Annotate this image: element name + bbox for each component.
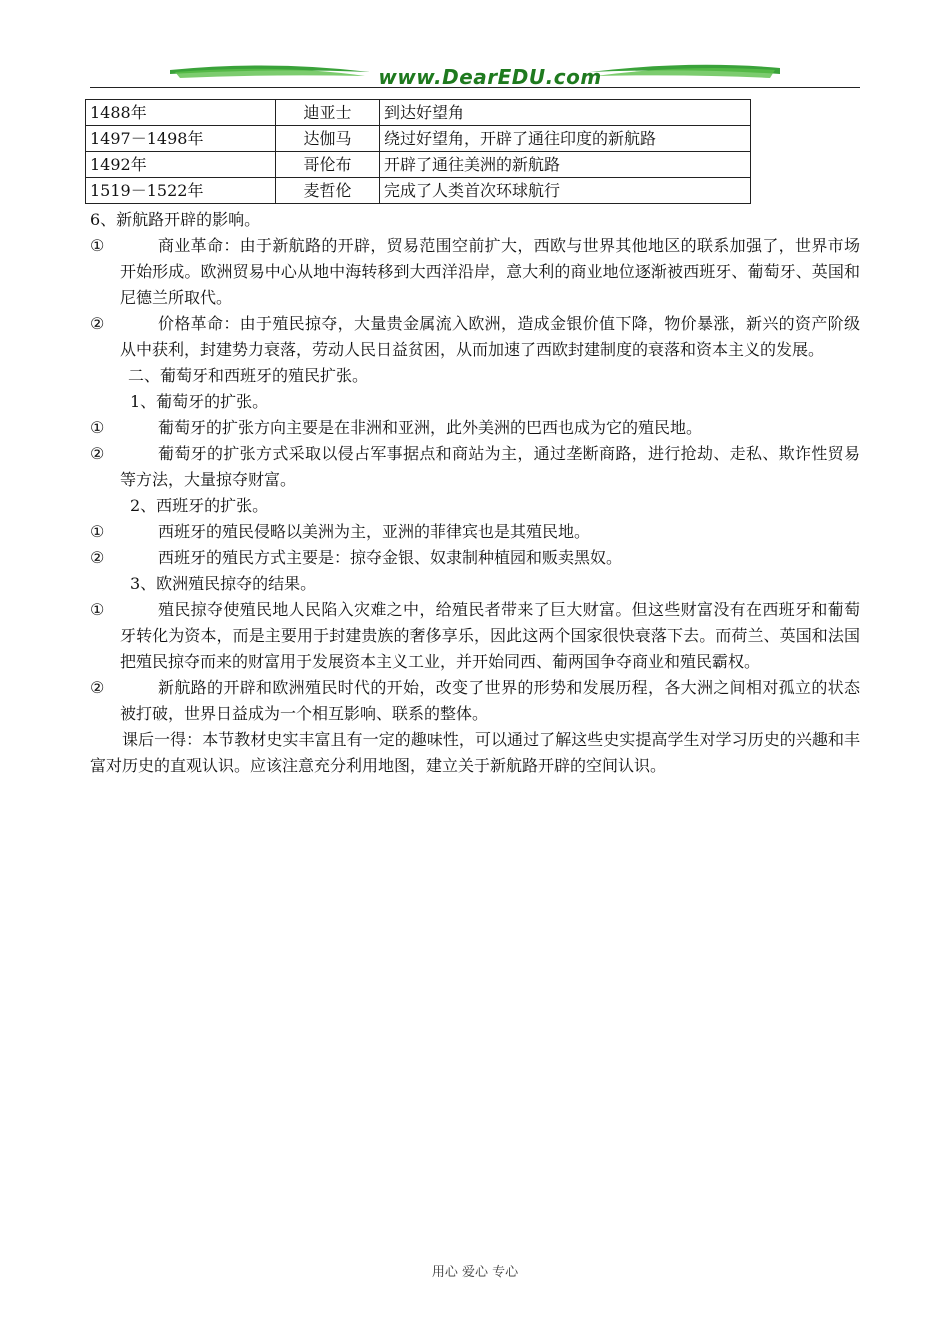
year-cell: 1492年 — [86, 152, 276, 178]
table-row — [86, 178, 751, 204]
list-item — [90, 441, 860, 493]
list-item-text: 葡萄牙的扩张方式采取以侵占军事据点和商站为主，通过垄断商路，进行抢劫、走私、欺诈性贸易等方法，大量掠夺财富。 — [120, 444, 860, 489]
list-item-text: 殖民掠夺使殖民地人民陷入灾难之中，给殖民者带来了巨大财富。但这些财富没有在西班牙和葡萄牙转化为资本，而是主要用于封建贵族的奢侈享乐，因此这两个国家很快衰落下去。而荷兰、英国和法国把殖民掠夺而来的财富用于发展资本主义工业，并开始同西、葡两国争夺商业和殖民霸权。 — [120, 600, 860, 671]
achievement-cell: 完成了人类首次环球航行 — [380, 178, 751, 204]
list-item — [90, 519, 860, 545]
list-item — [90, 675, 860, 727]
list-marker: ① — [90, 418, 105, 437]
subsection-3-heading: 3、欧洲殖民掠夺的结果。 — [130, 574, 317, 593]
year-cell: 1488年 — [86, 100, 276, 126]
list-item-text: 商业革命：由于新航路的开辟，贸易范围空前扩大，西欧与世界其他地区的联系加强了，世界市场开始形成。欧洲贸易中心从地中海转移到大西洋沿岸，意大利的商业地位逐渐被西班牙、葡萄牙、英国和尼德兰所取代。 — [120, 236, 860, 307]
navigator-cell: 达伽马 — [276, 126, 380, 152]
list-marker: ② — [90, 548, 105, 567]
list-item — [90, 233, 860, 311]
list-item — [90, 415, 860, 441]
list-item — [90, 311, 860, 363]
list-item-text: 新航路的开辟和欧洲殖民时代的开始，改变了世界的形势和发展历程，各大洲之间相对孤立的状态被打破，世界日益成为一个相互影响、联系的整体。 — [120, 678, 860, 723]
list-item-text: 葡萄牙的扩张方向主要是在非洲和亚洲，此外美洲的巴西也成为它的殖民地。 — [158, 418, 703, 437]
list-item-text: 价格革命：由于殖民掠夺，大量贵金属流入欧洲，造成金银价值下降，物价暴涨，新兴的资产阶级从中获利，封建势力衰落，劳动人民日益贫困，从而加速了西欧封建制度的衰落和资本主义的发展。 — [120, 314, 860, 359]
page-footer: 用心 爱心 专心 — [431, 1265, 519, 1280]
header-rule — [90, 87, 860, 88]
list-marker: ② — [90, 314, 105, 333]
site-logo[interactable]: www.DearEDU.com — [378, 65, 602, 89]
subsection-1-heading: 1、葡萄牙的扩张。 — [130, 392, 269, 411]
list-marker: ② — [90, 678, 105, 697]
section-6-heading: 6、新航路开辟的影响。 — [90, 210, 261, 229]
section-2-heading: 二、葡萄牙和西班牙的殖民扩张。 — [128, 366, 369, 385]
subsection-2-heading: 2、西班牙的扩张。 — [130, 496, 269, 515]
table-row — [86, 100, 751, 126]
year-cell: 1497－1498年 — [86, 126, 276, 152]
afterword-paragraph: 课后一得：本节教材史实丰富且有一定的趣味性，可以通过了解这些史实提高学生对学习历史的兴趣和丰富对历史的直观认识。应该注意充分利用地图，建立关于新航路开辟的空间认识。 — [90, 730, 860, 775]
list-item — [90, 545, 860, 571]
document-body — [90, 207, 860, 779]
page-header — [90, 56, 860, 92]
list-marker: ② — [90, 444, 105, 463]
navigator-cell: 迪亚士 — [276, 100, 380, 126]
achievement-cell: 开辟了通往美洲的新航路 — [380, 152, 751, 178]
list-marker: ① — [90, 600, 105, 619]
list-item-text: 西班牙的殖民侵略以美洲为主，亚洲的菲律宾也是其殖民地。 — [158, 522, 591, 541]
voyages-table — [85, 99, 751, 204]
navigator-cell: 哥伦布 — [276, 152, 380, 178]
year-cell: 1519－1522年 — [86, 178, 276, 204]
list-item-text: 西班牙的殖民方式主要是：掠夺金银、奴隶制种植园和贩卖黑奴。 — [158, 548, 623, 567]
list-marker: ① — [90, 236, 105, 255]
achievement-cell: 绕过好望角，开辟了通往印度的新航路 — [380, 126, 751, 152]
achievement-cell: 到达好望角 — [380, 100, 751, 126]
navigator-cell: 麦哲伦 — [276, 178, 380, 204]
table-row — [86, 152, 751, 178]
list-item — [90, 597, 860, 675]
list-marker: ① — [90, 522, 105, 541]
table-row — [86, 126, 751, 152]
